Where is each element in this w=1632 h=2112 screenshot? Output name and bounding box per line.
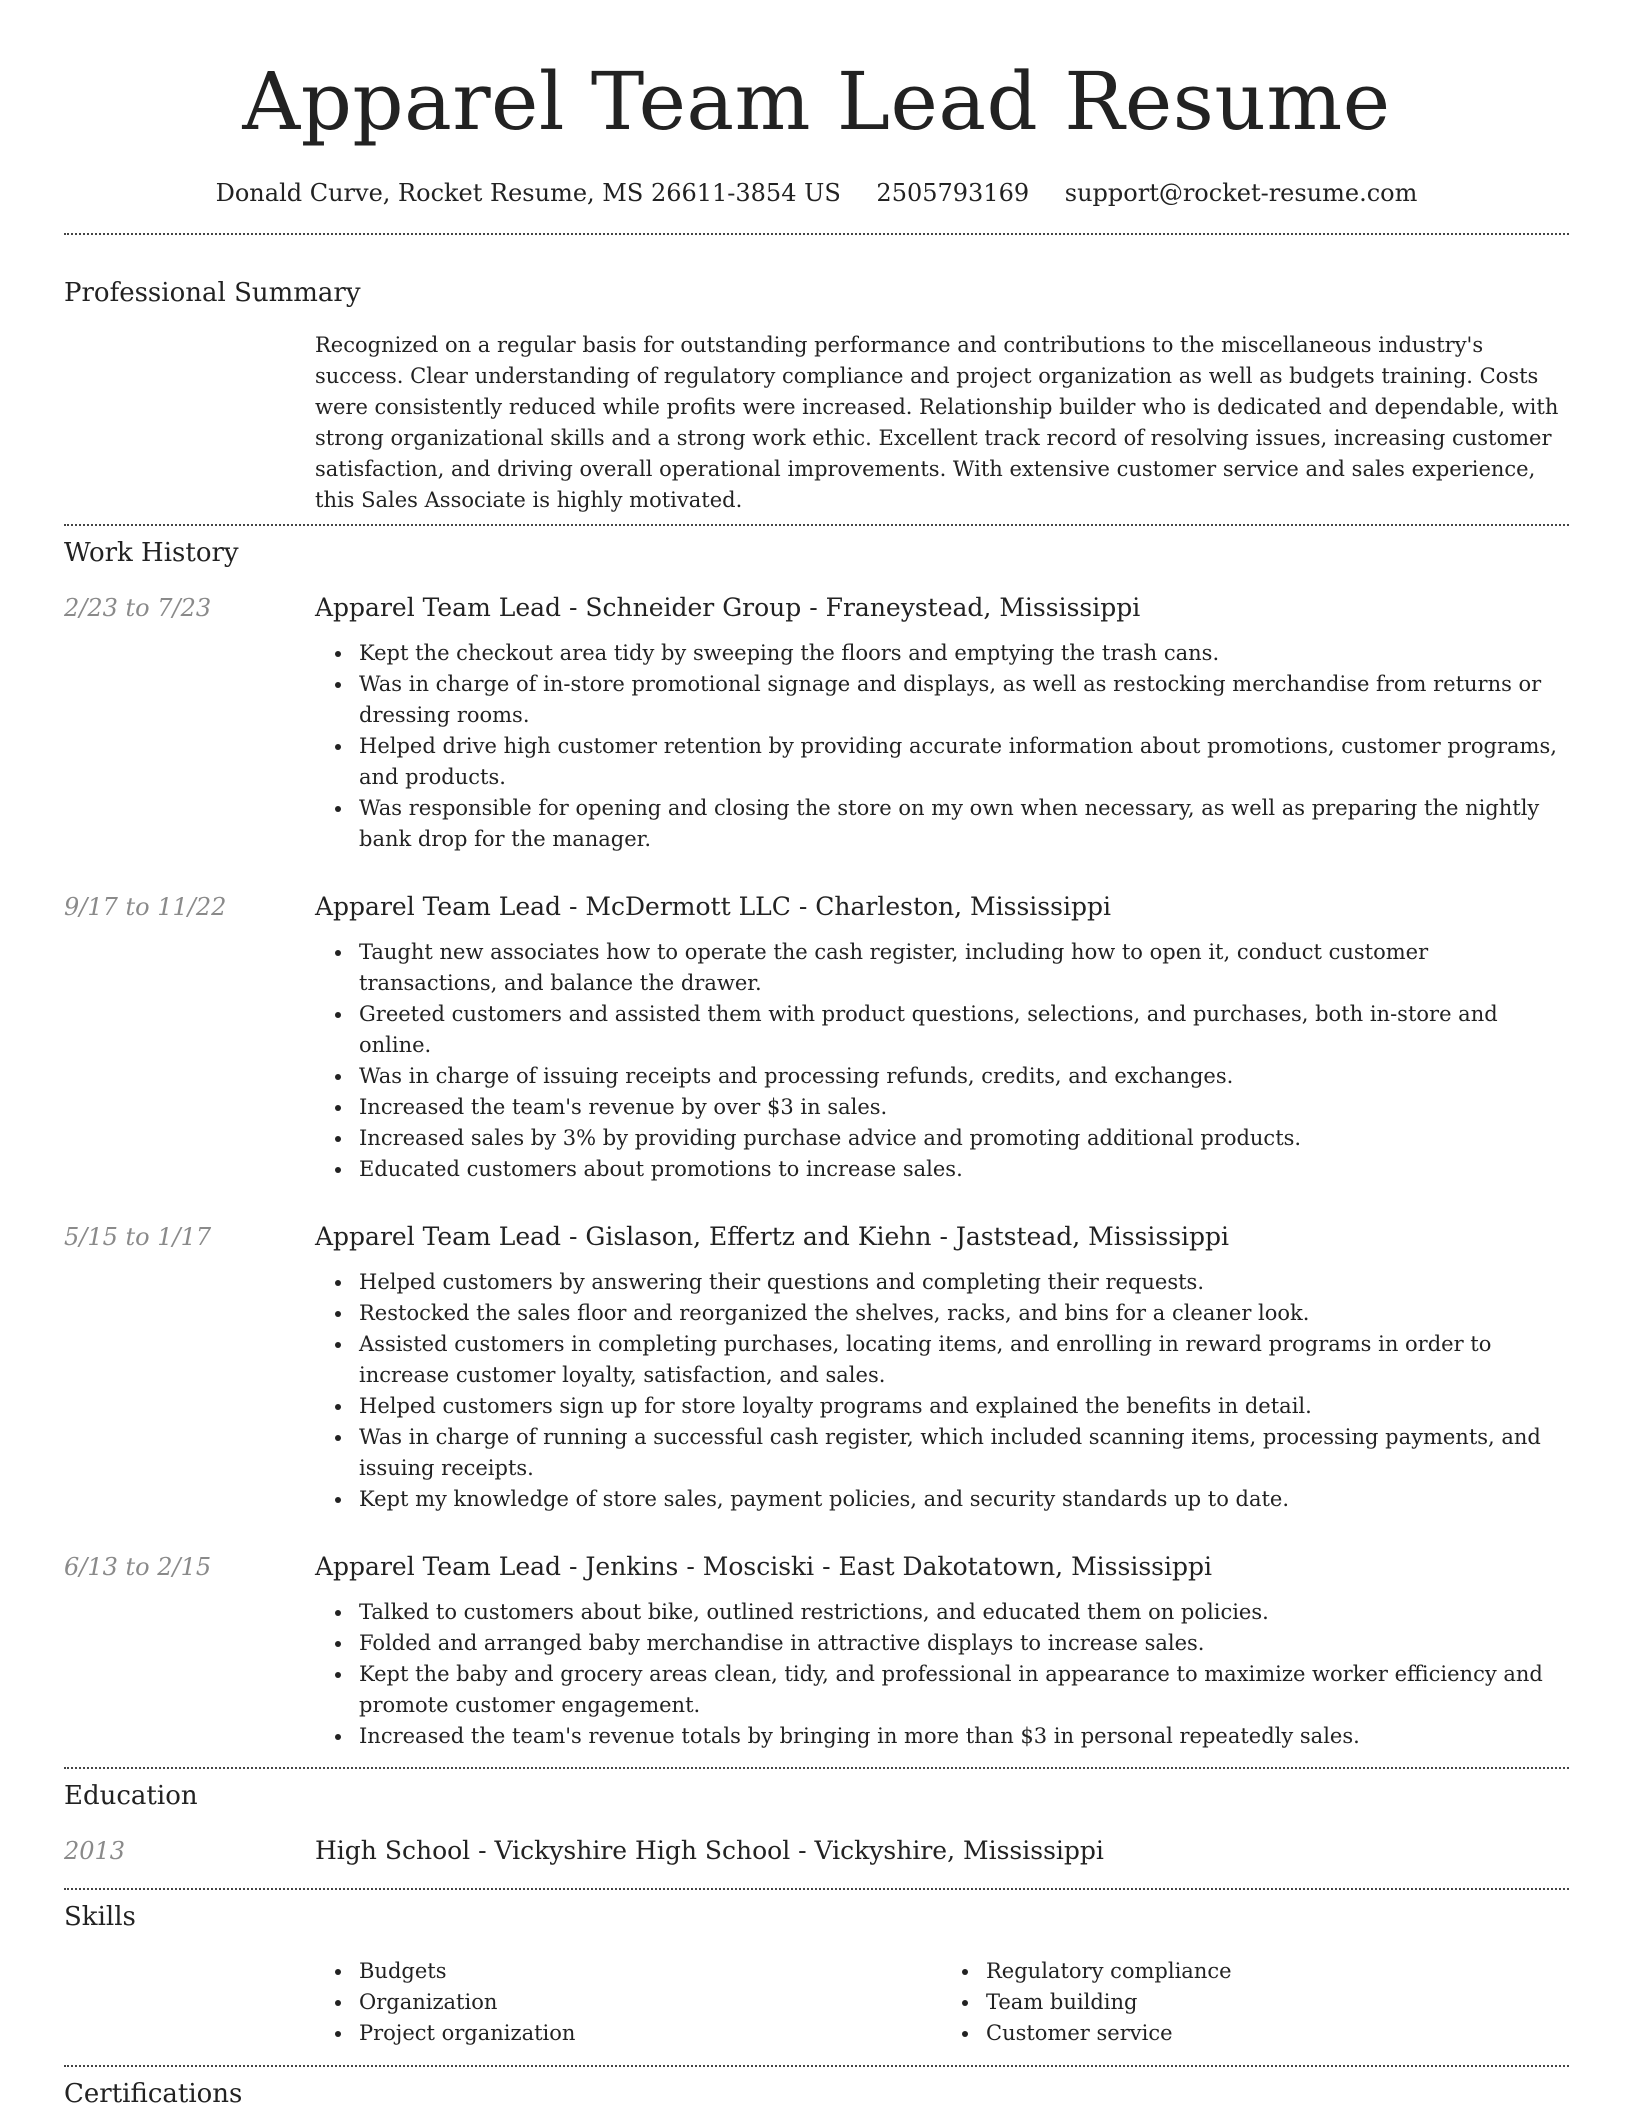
list-item: Kept the checkout area tidy by sweeping the floors and emptying the trash cans. [359, 638, 1569, 669]
skills-grid [315, 1956, 1569, 2049]
education-year: 2013 [64, 1837, 126, 1865]
job-entry [64, 1551, 1569, 1752]
job-entry [64, 1221, 1569, 1515]
skill-item: Team building [986, 1987, 1569, 2018]
summary-text: Recognized on a regular basis for outstanding performance and contributions to the miscellaneous industry's success. Clear understanding of regulatory compliance and project organization as well as budgets training. Costs were consistently reduced while profits were increased. Relationship builder who is dedicated and dependable, with strong organizational skills and a strong work ethic. Excellent track record of resolving issues, increasing customer satisfaction, and driving overall operational improvements. With extensive customer service and sales experience, this Sales Associate is highly motivated. [315, 333, 1559, 512]
job-dates: 6/13 to 2/15 [64, 1553, 212, 1581]
list-item: Helped customers by answering their questions and completing their requests. [359, 1267, 1569, 1298]
list-item: Restocked the sales floor and reorganized the shelves, racks, and bins for a cleaner look. [359, 1298, 1569, 1329]
job-title: Apparel Team Lead - Schneider Group - Franeystead, Mississippi [315, 593, 1141, 622]
list-item: Kept my knowledge of store sales, payment policies, and security standards up to date. [359, 1484, 1569, 1515]
list-item: Kept the baby and grocery areas clean, tidy, and professional in appearance to maximize worker efficiency and promote customer engagement. [359, 1659, 1569, 1721]
job-title: Apparel Team Lead - Gislason, Effertz and Kiehn - Jaststead, Mississippi [315, 1222, 1230, 1251]
job-bullets [315, 1597, 1569, 1752]
contact-address: Donald Curve, Rocket Resume, MS 26611-3854 US [215, 179, 841, 207]
list-item: Greeted customers and assisted them with product questions, selections, and purchases, both in-store and online. [359, 999, 1569, 1061]
contact-phone: 2505793169 [876, 179, 1030, 207]
skills-row [64, 1956, 1569, 2049]
list-item: Was responsible for opening and closing the store on my own when necessary, as well as preparing the nightly bank drop for the manager. [359, 793, 1569, 855]
list-item: Assisted customers in completing purchases, locating items, and enrolling in reward programs in order to increase customer loyalty, satisfaction, and sales. [359, 1329, 1569, 1391]
section-divider [64, 1767, 1569, 1769]
job-entry [64, 891, 1569, 1185]
summary-row [64, 330, 1569, 516]
section-divider [64, 2065, 1569, 2067]
section-divider [64, 524, 1569, 526]
list-item: Helped drive high customer retention by providing accurate information about promotions, customer programs, and products. [359, 731, 1569, 793]
list-item: Educated customers about promotions to increase sales. [359, 1154, 1569, 1185]
contact-line [64, 176, 1569, 210]
job-title: Apparel Team Lead - Jenkins - Mosciski - East Dakotatown, Mississippi [315, 1552, 1212, 1581]
section-title-skills: Skills [64, 1902, 136, 1932]
job-bullets [315, 1267, 1569, 1515]
job-dates: 9/17 to 11/22 [64, 893, 227, 921]
list-item: Increased the team's revenue totals by bringing in more than $3 in personal repeatedly sales. [359, 1721, 1569, 1752]
section-title-education: Education [64, 1781, 198, 1811]
list-item: Talked to customers about bike, outlined restrictions, and educated them on policies. [359, 1597, 1569, 1628]
list-item: Folded and arranged baby merchandise in attractive displays to increase sales. [359, 1628, 1569, 1659]
education-entry [64, 1835, 1569, 1867]
education-title: High School - Vickyshire High School - Vickyshire, Mississippi [315, 1836, 1104, 1865]
job-bullets [315, 937, 1569, 1185]
skill-item: Budgets [359, 1956, 942, 1987]
skills-list-left [315, 1956, 942, 2049]
job-bullets [315, 638, 1569, 855]
section-divider [64, 233, 1569, 235]
job-dates: 2/23 to 7/23 [64, 594, 212, 622]
list-item: Increased sales by 3% by providing purchase advice and promoting additional products. [359, 1123, 1569, 1154]
resume-title: Apparel Team Lead Resume [242, 55, 1391, 148]
resume-page [64, 0, 1569, 2111]
skills-list-right [942, 1956, 1569, 2049]
list-item: Was in charge of issuing receipts and processing refunds, credits, and exchanges. [359, 1061, 1569, 1092]
job-dates: 5/15 to 1/17 [64, 1223, 212, 1251]
list-item: Increased the team's revenue by over $3 in sales. [359, 1092, 1569, 1123]
list-item: Helped customers sign up for store loyalty programs and explained the benefits in detail. [359, 1391, 1569, 1422]
list-item: Taught new associates how to operate the cash register, including how to open it, conduct customer transactions, and balance the drawer. [359, 937, 1569, 999]
list-item: Was in charge of running a successful cash register, which included scanning items, processing payments, and issuing receipts. [359, 1422, 1569, 1484]
job-title: Apparel Team Lead - McDermott LLC - Charleston, Mississippi [315, 892, 1111, 921]
skill-item: Project organization [359, 2018, 942, 2049]
section-title-certifications: Certifications [64, 2079, 243, 2109]
section-title-work-history: Work History [64, 538, 239, 568]
job-entry [64, 592, 1569, 855]
list-item: Was in charge of in-store promotional signage and displays, as well as restocking merchandise from returns or dressing rooms. [359, 669, 1569, 731]
skill-item: Organization [359, 1987, 942, 2018]
section-title-summary: Professional Summary [64, 278, 361, 308]
section-divider [64, 1888, 1569, 1890]
contact-email: support@rocket-resume.com [1064, 179, 1418, 207]
skill-item: Regulatory compliance [986, 1956, 1569, 1987]
skill-item: Customer service [986, 2018, 1569, 2049]
